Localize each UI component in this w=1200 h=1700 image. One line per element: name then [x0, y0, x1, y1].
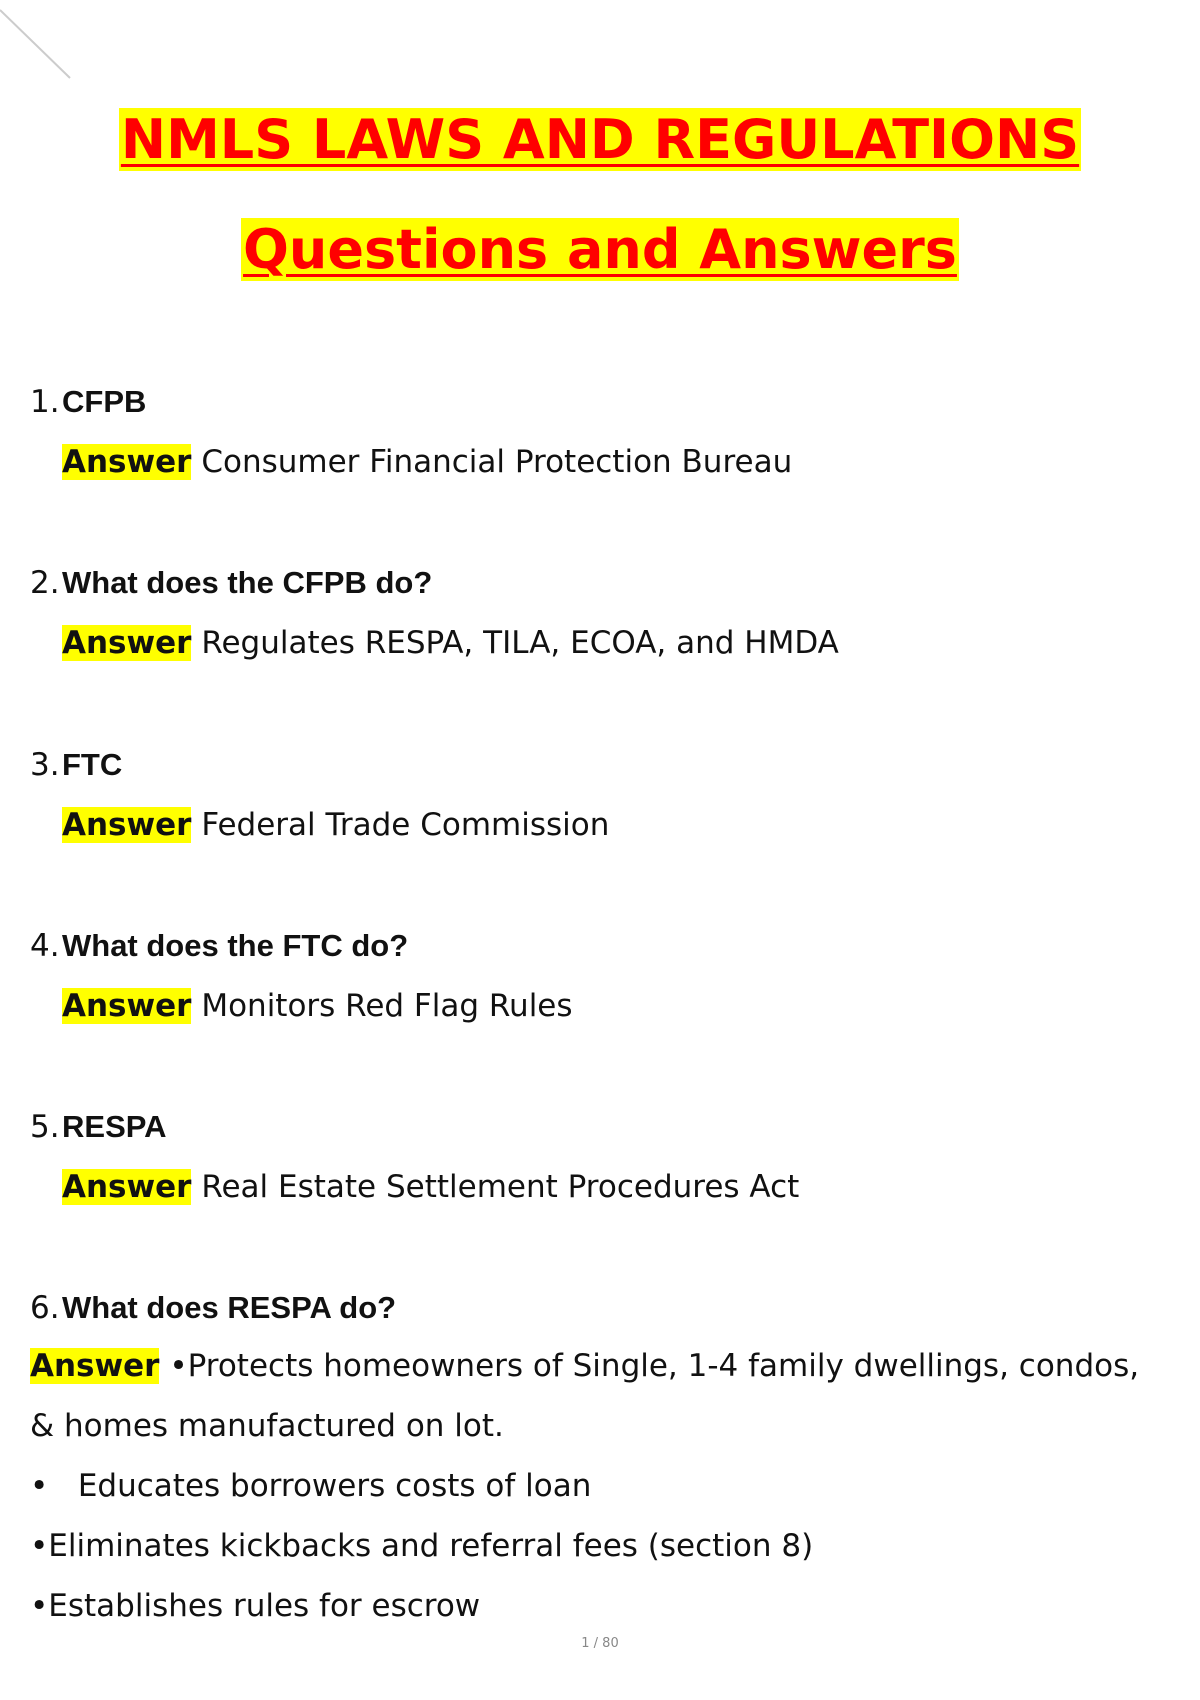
answer-label: Answer [62, 988, 192, 1024]
answer [30, 442, 1180, 482]
question [30, 1107, 1180, 1147]
qa-item [30, 745, 1180, 845]
document-title [0, 108, 1200, 171]
question-text: RESPA [62, 1109, 167, 1144]
question-text: What does the CFPB do? [62, 565, 433, 600]
answer-text: •Protects homeowners of Single, 1-4 family dwellings, condos, [169, 1348, 1140, 1384]
answer-line: & homes manufactured on lot. [30, 1408, 504, 1444]
answer-label: Answer [62, 807, 192, 843]
question [30, 563, 1180, 603]
document-subtitle-text: Questions and Answers [243, 218, 957, 281]
question-number: 5. [30, 1109, 60, 1145]
answer [30, 1336, 1170, 1636]
question-text: What does the FTC do? [62, 928, 409, 963]
answer-text: Real Estate Settlement Procedures Act [201, 1169, 800, 1205]
answer [30, 986, 1180, 1026]
answer-bullet: •Establishes rules for escrow [30, 1588, 481, 1624]
question-text: FTC [62, 747, 123, 782]
qa-item [30, 1107, 1180, 1207]
answer-text: Consumer Financial Protection Bureau [201, 444, 793, 480]
question-number: 6. [30, 1290, 60, 1326]
question-number: 3. [30, 747, 60, 783]
answer [30, 623, 1180, 663]
page-corner-mark [0, 0, 80, 80]
question-number: 4. [30, 928, 60, 964]
answer-text: Monitors Red Flag Rules [201, 988, 573, 1024]
question [30, 1288, 1180, 1328]
answer [30, 805, 1180, 845]
question-number: 1. [30, 384, 60, 420]
document-title-text: NMLS LAWS AND REGULATIONS [120, 108, 1080, 171]
document-subtitle [0, 218, 1200, 281]
question-text: What does RESPA do? [62, 1290, 397, 1325]
answer-line [30, 1336, 1170, 1396]
answer-label: Answer [62, 1169, 192, 1205]
question [30, 745, 1180, 785]
answer-text: Federal Trade Commission [201, 807, 610, 843]
answer-label: Answer [62, 625, 192, 661]
question [30, 926, 1180, 966]
qa-item [30, 926, 1180, 1026]
qa-item [30, 382, 1180, 482]
answer-text: Regulates RESPA, TILA, ECOA, and HMDA [201, 625, 839, 661]
question [30, 382, 1180, 422]
answer-bullet: •Eliminates kickbacks and referral fees (section 8) [30, 1528, 814, 1564]
question-number: 2. [30, 565, 60, 601]
answer-bullet: • Educates borrowers costs of loan [30, 1468, 592, 1504]
question-text: CFPB [62, 384, 147, 419]
answer-label: Answer [62, 444, 192, 480]
answer [30, 1167, 1180, 1207]
qa-item [30, 1288, 1180, 1636]
page-number: 1 / 80 [581, 1636, 619, 1651]
qa-item [30, 563, 1180, 663]
answer-label: Answer [30, 1348, 160, 1384]
